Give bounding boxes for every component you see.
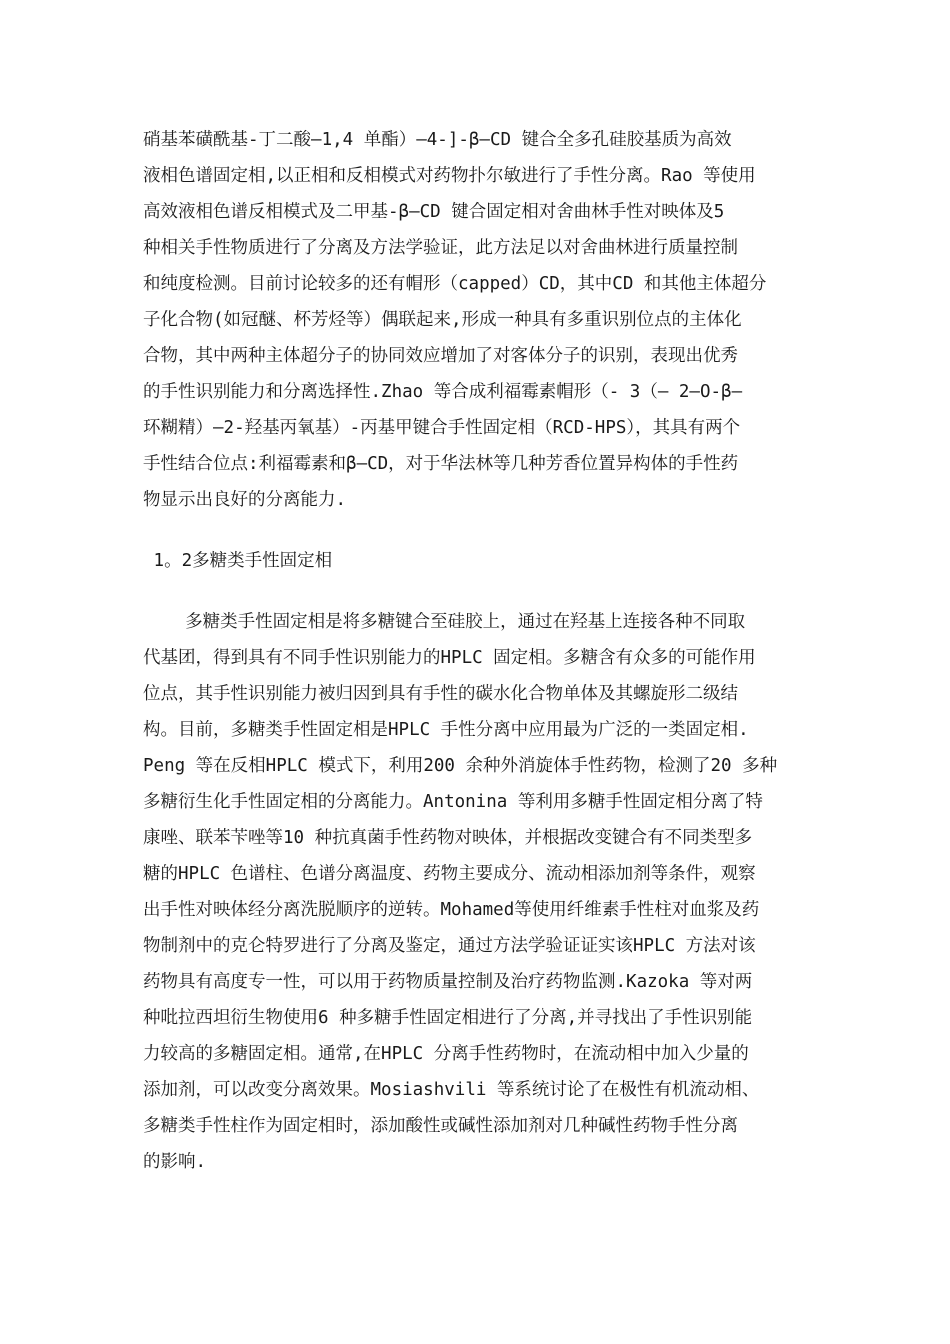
text-line: 环糊精）—2-羟基丙氧基）-丙基甲键合手性固定相（RCD-HPS），其具有两个: [143, 418, 741, 438]
section-heading: 1。2多糖类手性固定相: [143, 551, 333, 571]
text-line: 种相关手性物质进行了分离及方法学验证，此方法足以对舍曲林进行质量控制: [143, 238, 738, 258]
text-line: Peng 等在反相HPLC 模式下，利用200 余种外消旋体手性药物，检测了20 多种: [143, 756, 778, 776]
text-line: 种吡拉西坦衍生物使用6 种多糖手性固定相进行了分离,并寻找出了手性识别能: [143, 1008, 753, 1028]
text-line: 代基团，得到具有不同手性识别能力的HPLC 固定相。多糖含有众多的可能作用: [143, 648, 756, 668]
text-line: 糖的HPLC 色谱柱、色谱分离温度、药物主要成分、流动相添加剂等条件，观察: [143, 864, 756, 884]
text-line: 合物，其中两种主体超分子的协同效应增加了对客体分子的识别，表现出优秀: [143, 346, 738, 366]
text-line: 出手性对映体经分离洗脱顺序的逆转。Mohamed等使用纤维素手性柱对血浆及药: [143, 900, 760, 920]
text-line: 药物具有高度专一性，可以用于药物质量控制及治疗药物监测.Kazoka 等对两: [143, 972, 753, 992]
text-line: 位点，其手性识别能力被归因到具有手性的碳水化合物单体及其螺旋形二级结: [143, 684, 738, 704]
text-line: 和纯度检测。目前讨论较多的还有帽形（capped）CD，其中CD 和其他主体超分: [143, 274, 767, 294]
text-line: 物制剂中的克仑特罗进行了分离及鉴定，通过方法学验证证实该HPLC 方法对该: [143, 936, 756, 956]
text-line: 构。目前，多糖类手性固定相是HPLC 手性分离中应用最为广泛的一类固定相.: [143, 720, 749, 740]
text-line: 手性结合位点:利福霉素和β—CD，对于华法林等几种芳香位置异构体的手性药: [143, 454, 739, 474]
text-line: 多糖衍生化手性固定相的分离能力。Antonina 等利用多糖手性固定相分离了特: [143, 792, 763, 812]
text-line: 的影响.: [143, 1152, 207, 1172]
text-line: 的手性识别能力和分离选择性.Zhao 等合成利福霉素帽形（- 3（— 2—O-β—: [143, 382, 743, 402]
text-line: 多糖类手性柱作为固定相时，添加酸性或碱性添加剂对几种碱性药物手性分离: [143, 1116, 738, 1136]
text-line: 多糖类手性固定相是将多糖键合至硅胶上，通过在羟基上连接各种不同取: [143, 612, 746, 632]
text-line: 硝基苯磺酰基-丁二酸—1,4 单酯）—4-]-β—CD 键合全多孔硅胶基质为高效: [143, 130, 732, 150]
text-line: 力较高的多糖固定相。通常,在HPLC 分离手性药物时，在流动相中加入少量的: [143, 1044, 749, 1064]
text-line: 添加剂，可以改变分离效果。Mosiashvili 等系统讨论了在极性有机流动相、: [143, 1080, 760, 1100]
text-line: 康唑、联苯苄唑等10 种抗真菌手性药物对映体，并根据改变键合有不同类型多: [143, 828, 753, 848]
text-line: 子化合物(如冠醚、杯芳烃等）偶联起来,形成一种具有多重识别位点的主体化: [143, 310, 742, 330]
text-line: 液相色谱固定相,以正相和反相模式对药物扑尔敏进行了手性分离。Rao 等使用: [143, 166, 756, 186]
text-line: 物显示出良好的分离能力.: [143, 490, 347, 510]
text-line: 高效液相色谱反相模式及二甲基-β—CD 键合固定相对舍曲林手性对映体及5: [143, 202, 725, 222]
